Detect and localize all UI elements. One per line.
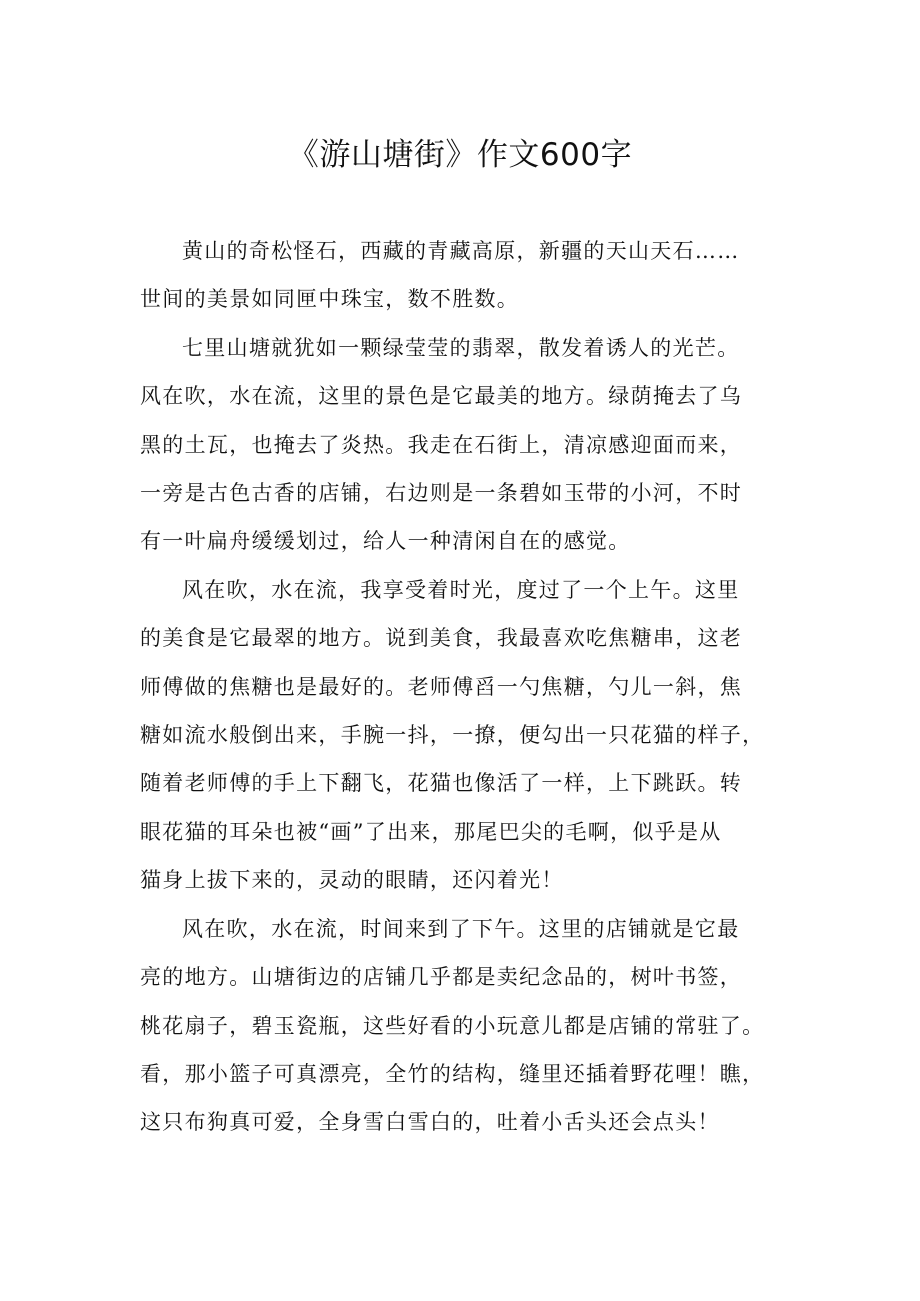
text-line: 一旁是古色古香的店铺，右边则是一条碧如玉带的小河，不时 xyxy=(140,481,743,506)
text-line: 亮的地方。山塘街边的店铺几乎都是卖纪念品的，树叶书签， xyxy=(140,965,743,990)
text-line: 桃花扇子，碧玉瓷瓶，这些好看的小玩意儿都是店铺的常驻了。 xyxy=(140,1013,765,1038)
text-line: 黑的土瓦，也掩去了炎热。我走在石街上，清凉感迎面而来， xyxy=(140,432,743,457)
text-line: 猫身上拔下来的，灵动的眼睛，还闪着光！ xyxy=(140,868,564,893)
text-line: 这只布狗真可爱，全身雪白雪白的，吐着小舌头还会点头！ xyxy=(140,1110,720,1135)
text-line: 有一叶扁舟缓缓划过，给人一种清闲自在的感觉。 xyxy=(140,529,631,554)
text-line: 随着老师傅的手上下翻飞，花猫也像活了一样，上下跳跃。转 xyxy=(140,771,743,796)
paragraph-2 xyxy=(140,324,780,566)
document-body xyxy=(140,227,780,1147)
text-line: 风在吹，水在流，我享受着时光，度过了一个上午。这里 xyxy=(182,577,740,602)
text-line: 黄山的奇松怪石，西藏的青藏高原，新疆的天山天石…… xyxy=(182,239,740,263)
text-line: 糖如流水般倒出来，手腕一抖，一撩，便勾出一只花猫的样子， xyxy=(140,723,765,748)
paragraph-3 xyxy=(140,566,780,905)
text-line: 眼花猫的耳朵也被“画”了出来，那尾巴尖的毛啊，似乎是从 xyxy=(140,819,722,844)
paragraph-4 xyxy=(140,905,780,1147)
text-line: 七里山塘就犹如一颗绿莹莹的翡翠，散发着诱人的光芒。 xyxy=(182,335,740,360)
text-line: 世间的美景如同匣中珠宝，数不胜数。 xyxy=(140,287,520,312)
text-line: 师傅做的焦糖也是最好的。老师傅舀一勺焦糖，勺儿一斜，焦 xyxy=(140,674,743,699)
text-line: 风在吹，水在流，这里的景色是它最美的地方。绿荫掩去了乌 xyxy=(140,384,743,409)
paragraph-1 xyxy=(140,227,780,324)
text-line: 的美食是它最翠的地方。说到美食，我最喜欢吃焦糖串，这老 xyxy=(140,626,743,651)
document-title: 《游山塘街》作文600字 xyxy=(287,137,633,173)
text-line: 风在吹，水在流，时间来到了下午。这里的店铺就是它最 xyxy=(182,916,740,941)
text-line: 看，那小篮子可真漂亮，全竹的结构，缝里还插着野花哩！瞧， xyxy=(140,1061,765,1086)
